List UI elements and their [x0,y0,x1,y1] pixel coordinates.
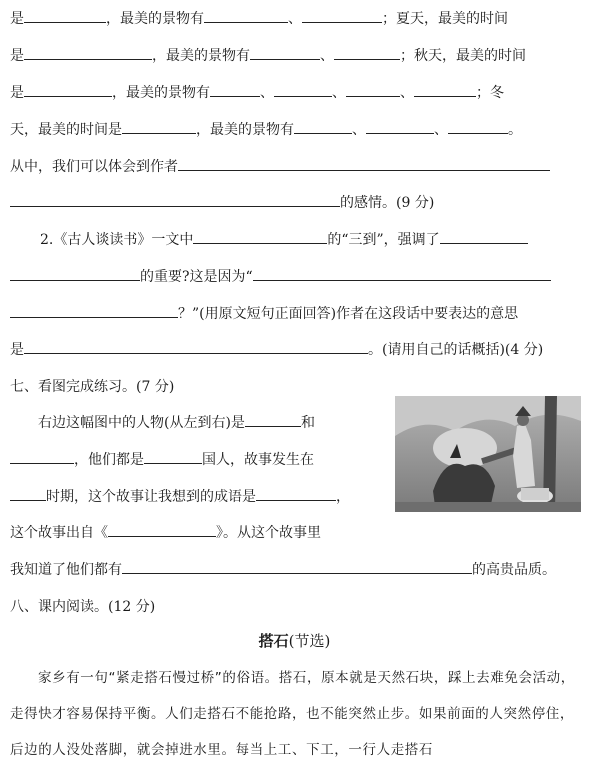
text: 。 [508,122,522,138]
text: ，最美的景物有 [152,48,250,64]
passage-paragraph: 家乡有一句“紧走搭石慢过桥”的俗语。搭石，原本就是天然石块，踩上去难免会活动，走得快才容易保持平衡。人们走搭石不能抢路，也不能突然止步。如果前面的人突然停住，后边的人没处落脚，就会掉进水里。每当上工、下工，一行人走搭石 [10,670,575,758]
text: 右边这幅图中的人物(从左到右)是 [38,415,245,431]
text: 、 [434,122,448,138]
answer-blank[interactable] [253,266,551,281]
answer-blank[interactable] [24,45,152,60]
answer-blank[interactable] [24,82,112,97]
question-line-3 [10,486,350,508]
answer-blank[interactable] [108,522,216,537]
text-line-10 [10,339,579,361]
text: ；秋天，最美的时间 [400,48,526,64]
passage-title [0,630,589,652]
text: 是 [10,48,24,64]
text: 七、看图完成练习。(7 分) [10,379,175,395]
text: 这个故事出自《 [10,525,108,541]
answer-blank[interactable] [10,486,46,501]
answer-blank[interactable] [302,8,382,23]
answer-blank[interactable] [448,119,508,134]
text-line-4 [10,119,579,141]
question-line-4 [10,522,321,544]
answer-blank[interactable] [24,339,368,354]
story-illustration [395,396,581,512]
text: 。(请用自己的话概括)(4 分) [368,342,544,358]
text: 是 [10,85,24,101]
text: 的高贵品质。 [472,562,556,578]
text-line-9 [10,303,579,325]
text: ，最美的景物有 [106,11,204,27]
answer-blank[interactable] [10,192,340,207]
answer-blank[interactable] [24,8,106,23]
text: 时期，这个故事让我想到的成语是 [46,489,256,505]
text-line-1 [10,8,579,30]
text: ，最美的景物有 [112,85,210,101]
answer-blank[interactable] [414,82,476,97]
subtitle-text: (节选) [288,632,331,650]
title-text: 搭石 [258,632,289,650]
answer-blank[interactable] [294,119,352,134]
answer-blank[interactable] [366,119,434,134]
text: 是 [10,342,24,358]
answer-blank[interactable] [10,449,74,464]
text: 的重要?这是因为“ [140,269,253,285]
answer-blank[interactable] [210,82,260,97]
text-line-2 [10,45,579,67]
text: 的“三到”，强调了 [327,232,440,248]
answer-blank[interactable] [10,266,140,281]
question-line-1 [38,412,315,434]
text: 的感情。(9 分) [340,195,435,211]
question-line-2 [10,449,314,471]
text: 从中，我们可以体会到作者 [10,159,178,175]
text: ？”(用原文短句正面回答)作者在这段话中要表达的意思 [178,306,519,322]
answer-blank[interactable] [256,486,336,501]
text: 天，最美的时间是 [10,122,122,138]
question-line-5 [10,559,579,581]
text: 2.《古人谈读书》一文中 [40,232,194,248]
answer-blank[interactable] [122,559,472,574]
text: ；冬 [476,85,504,101]
text-line-8 [10,266,579,288]
illustration-drawing [395,396,581,512]
text: 、 [332,85,346,101]
text-line-7 [40,229,579,251]
answer-blank[interactable] [250,45,320,60]
text: 、 [288,11,302,27]
text: 是 [10,11,24,27]
text: 、 [400,85,414,101]
answer-blank[interactable] [178,156,550,171]
text: 国人，故事发生在 [202,452,314,468]
answer-blank[interactable] [10,303,178,318]
answer-blank[interactable] [334,45,400,60]
text: ；夏天，最美的时间 [382,11,508,27]
answer-blank[interactable] [346,82,400,97]
text: 》。从这个故事里 [216,525,321,541]
section-7-heading [10,376,579,398]
text: ，最美的景物有 [196,122,294,138]
text: 和 [300,415,315,431]
section-8-heading [10,596,579,618]
text: 、 [352,122,366,138]
text: 、 [320,48,334,64]
text-line-6 [10,192,579,214]
text: 八、课内阅读。(12 分) [10,599,156,615]
text-line-3 [10,82,579,104]
answer-blank[interactable] [193,229,327,244]
answer-blank[interactable] [245,412,301,427]
answer-blank[interactable] [122,119,196,134]
text: ，他们都是 [74,452,144,468]
text-line-5 [10,156,579,178]
answer-blank[interactable] [274,82,332,97]
text: ， [336,489,350,505]
text: 我知道了他们都有 [10,562,122,578]
answer-blank[interactable] [440,229,528,244]
reading-passage [10,660,579,768]
answer-blank[interactable] [144,449,202,464]
answer-blank[interactable] [204,8,288,23]
text: 、 [260,85,274,101]
